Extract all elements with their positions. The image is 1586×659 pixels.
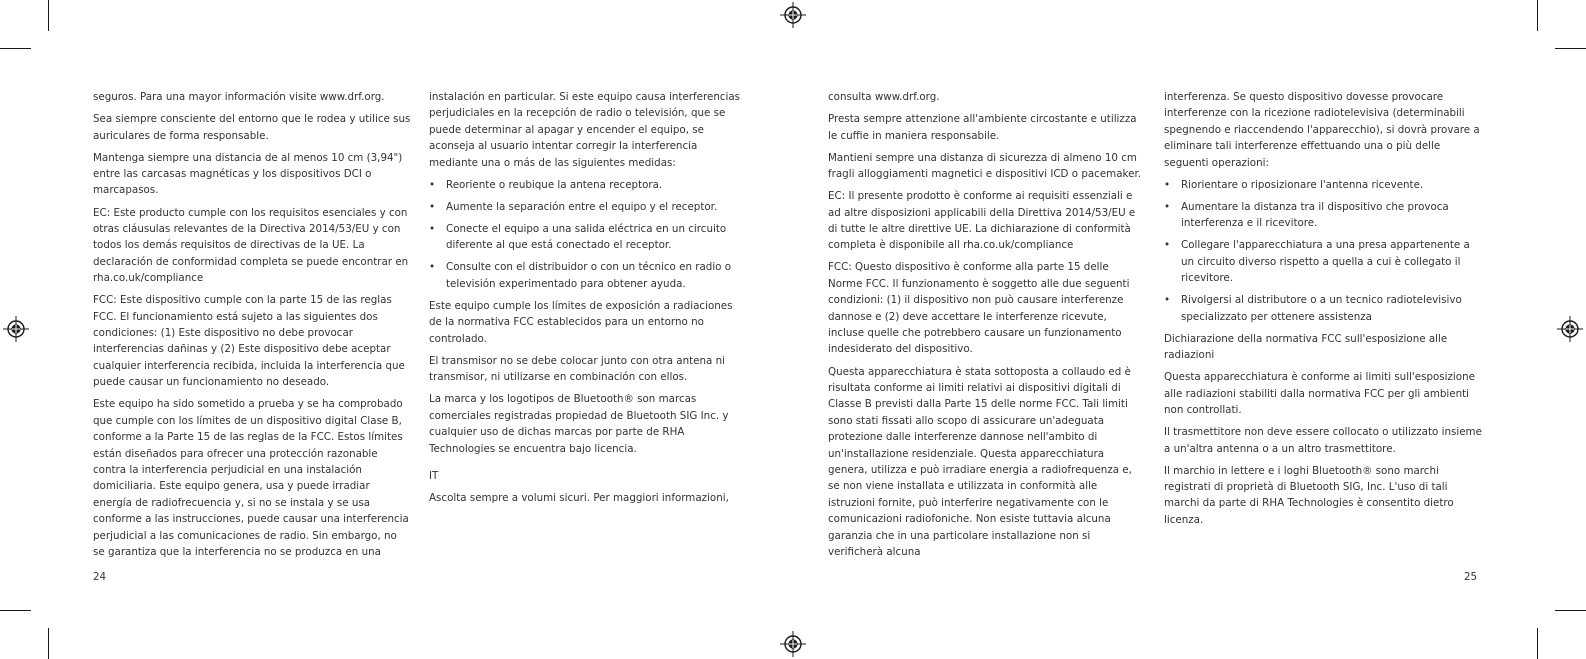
registration-mark-icon <box>780 2 806 28</box>
list-item: • Rivolgersi al distributore o a un tecnico radiotelevisivo specializzato per ottenere assistenza <box>1164 292 1482 325</box>
paragraph-exposure: Questa apparecchiatura è conforme ai limiti sull'esposizione alle radiazioni stabiliti dalla normativa FCC per gli ambienti non controllati. <box>1164 371 1475 417</box>
registration-mark-icon <box>780 631 806 657</box>
crop-mark <box>1555 610 1586 611</box>
paragraph-transmitter: Il trasmettitore non deve essere collocato o utilizzato insieme a un'altra antenna o a un altro trasmettitore. <box>1164 426 1482 455</box>
list-item: • Riorientare o riposizionare l'antenna ricevente. <box>1164 177 1482 193</box>
paragraph-tested: Questa apparecchiatura è stata sottoposta a collaudo ed è risultata conforme ai limiti relativi ai dispositivi digitali di Classe B previsti dalla Parte 15 delle norme FCC. Tali limiti sono stati fissati allo scopo di assicurare un'adeguata protezione dalle interferenze dannose nell'ambito di un'installazione residenziale. Questa apparecchiatura genera, utilizza e può irradiare energia a radiofrequenza e, se non viene installata e utilizzata in conformità alle istruzioni fornite, può interferire negativamente con le comunicazioni radiofoniche. Non esiste tuttavia alcuna garanzia che in una particolare installazione non si verificherà alcuna <box>828 365 1132 558</box>
list-item: • Aumentare la distanza tra il dispositivo che provoca interferenza e il ricevitore. <box>1164 199 1482 232</box>
list-item: • Consulte con el distribuidor o con un técnico en radio o televisión experimentado para obtener ayuda. <box>429 259 747 292</box>
paragraph-awareness: Sea siempre consciente del entorno que le rodea y utilice sus auriculares de forma responsable. <box>93 113 411 142</box>
registration-mark-icon <box>3 316 29 342</box>
column-spanish-2 <box>429 89 747 512</box>
column-italian-2 <box>1164 89 1482 534</box>
list-item: • Aumente la separación entre el equipo y el receptor. <box>429 199 747 215</box>
crop-mark <box>0 48 31 49</box>
paragraph-transmitter: El transmisor no se debe colocar junto con otra antena ni transmisor, ni utilizarse en combinación con ellos. <box>429 354 726 384</box>
paragraph-bluetooth: La marca y los logotipos de Bluetooth® son marcas comerciales registradas propiedad de Bluetooth SIG Inc. y cualquier uso de dichas marcas por parte de RHA Technologies se encuentra bajo licencia. <box>429 393 729 455</box>
paragraph-awareness: Presta sempre attenzione all'ambiente circostante e utilizza le cuffie in maniera responsabile. <box>828 113 1137 142</box>
paragraph-distance: Mantenga siempre una distancia de al menos 10 cm (3,94") entre las carcasas magnéticas y los dispositivos DCI o marcapasos. <box>93 151 403 197</box>
column-spanish-1 <box>93 89 411 566</box>
paragraph-ec: EC: Este producto cumple con los requisitos esenciales y con otras cláusulas relevantes de la Directiva 2014/53/EU y con todos los demás requisitos de directivas de la UE. La declaración de conformidad completa se puede encontrar en rha.co.uk/compliance <box>93 206 409 285</box>
section-heading-it: IT <box>429 469 439 482</box>
paragraph-exposure: Este equipo cumple los límites de exposición a radiaciones de la normativa FCC establecidos para un entorno no controlado. <box>429 299 733 345</box>
crop-mark <box>0 610 31 611</box>
page-number-left: 24 <box>93 571 107 583</box>
crop-mark <box>1537 0 1538 31</box>
registration-mark-icon <box>1557 316 1583 342</box>
paragraph-ec: EC: Il presente prodotto è conforme ai requisiti essenziali e ad altre disposizioni applicabili della Direttiva 2014/53/EU e di tutte le altre direttive UE. La dichiarazione di conformità completa è disponibile all rha.co.uk/compliance <box>828 190 1136 252</box>
paragraph-tested: Este equipo ha sido sometido a prueba y se ha comprobado que cumple con los límites de un dispositivo digital Clase B, conforme a la Parte 15 de las reglas de la FCC. Estos límites están diseñados para ofrecer una protección razonable contra la interferencia perjudicial en una instalación domiciliaria. Este equipo genera, usa y puede irradiar energía de radiofrecuencia y, si no se instala y se usa conforme a las instrucciones, puede causar una interferencia perjudicial a las comunicaciones de radio. Sin embargo, no se garantiza que la interferencia no se produzca en una <box>93 398 409 558</box>
paragraph-continuation: instalación en particular. Si este equipo causa interferencias perjudiciales en la recepción de radio o televisión, que se puede determinar al apagar y encender el equipo, se aconseja al usuario intentar corregir la interferencia mediante una o más de las siguientes medidas: <box>429 91 741 169</box>
crop-mark <box>48 0 49 31</box>
paragraph-fcc: FCC: Questo dispositivo è conforme alla parte 15 delle Norme FCC. Il funzionamento è soggetto alle due seguenti condizioni: (1) il dispositivo non può causare interferenze dannose e (2) deve accettare le interferenze ricevute, incluse quelle che potrebbero causare un funzionamento indesiderato del dispositivo. <box>828 261 1130 356</box>
paragraph-exposure-title: Dichiarazione della normativa FCC sull'esposizione alle radiazioni <box>1164 332 1448 362</box>
crop-mark <box>1555 48 1586 49</box>
column-italian-1 <box>828 89 1146 566</box>
page-number-right: 25 <box>1464 571 1478 583</box>
paragraph-continuation: consulta www.drf.org. <box>828 91 940 103</box>
list-item: • Conecte el equipo a una salida eléctrica en un circuito diferente al que está conectado el receptor. <box>429 221 747 254</box>
paragraph-it-intro: Ascolta sempre a volumi sicuri. Per maggiori informazioni, <box>429 492 729 505</box>
paragraph-fcc: FCC: Este dispositivo cumple con la parte 15 de las reglas FCC. El funcionamiento está sujeto a las siguientes dos condiciones: (1) Este dispositivo no debe provocar interferencias dañinas y (2) Este dispositivo debe aceptar cualquier interferencia recibida, incluida la interferencia que puede causar un funcionamiento no deseado. <box>93 294 405 389</box>
list-item: • Collegare l'apparecchiatura a una presa appartenente a un circuito diverso rispetto a quella a cui è collegato il ricevitore. <box>1164 237 1482 286</box>
crop-mark <box>48 628 49 659</box>
paragraph-bluetooth: Il marchio in lettere e i loghi Bluetooth® sono marchi registrati di proprietà di Bluetooth SIG, Inc. L'uso di tali marchi da parte di RHA Technologies è consentito dietro licenza. <box>1164 464 1454 526</box>
list-item: • Reoriente o reubique la antena receptora. <box>429 177 747 193</box>
paragraph-distance: Mantieni sempre una distanza di sicurezza di almeno 10 cm fragli alloggiamenti magnetici e dispositivi ICD o pacemaker. <box>828 151 1141 180</box>
paragraph-continuation: interferenza. Se questo dispositivo dovesse provocare interferenze con la ricezione radiotelevisiva (determinabili spegnendo e riaccendendo l'apparecchio), si dovrà provare a eliminare tali interferenze effettuando una o più delle seguenti operazioni: <box>1164 91 1480 169</box>
paragraph-info: seguros. Para una mayor información visite www.drf.org. <box>93 91 385 103</box>
crop-mark <box>1537 628 1538 659</box>
